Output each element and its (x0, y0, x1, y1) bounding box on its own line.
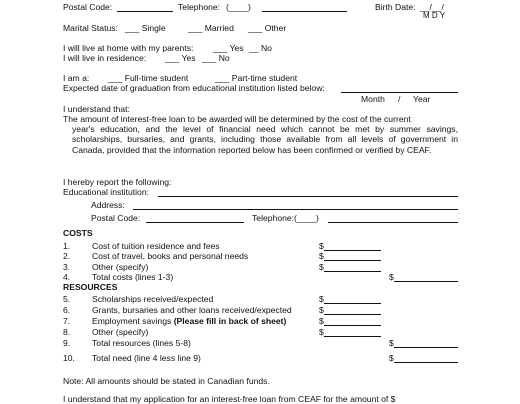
understand-heading: I understand that: (63, 104, 130, 114)
resource-line-label: Grants, bursaries and other loans received/expected (92, 305, 292, 315)
resource-line-label (92, 316, 286, 326)
live-with-parents-yes[interactable]: ___ Yes (213, 43, 244, 53)
dollar-sign: $ (319, 305, 324, 315)
cost-line-number: 1. (63, 241, 71, 251)
resource-line-amount-field[interactable] (324, 303, 381, 304)
live-in-residence-question: I will live in residence: (63, 53, 147, 63)
dollar-sign: $ (389, 338, 394, 348)
understand-first-line: The amount of interest-free loan to be awarded will be determined by the cost of the current (63, 114, 411, 124)
institution-field[interactable] (158, 196, 458, 197)
resource-line-label: Total resources (lines 5-8) (92, 338, 191, 348)
address-field[interactable] (133, 209, 458, 210)
birth-date-label: Birth Date: (375, 2, 416, 12)
resource-line-amount-field[interactable] (324, 314, 381, 315)
dollar-sign: $ (389, 353, 394, 363)
canadian-funds-note: Note: All amounts should be stated in Canadian funds. (63, 376, 270, 386)
cost-line-label: Cost of travel, books and personal needs (92, 251, 249, 261)
resource-line-number: 6. (63, 305, 71, 315)
live-in-residence-yes[interactable]: ___ Yes (165, 53, 196, 63)
costs-heading: COSTS (63, 228, 93, 238)
birth-date-field[interactable]: __/__/ (420, 2, 444, 12)
employment-savings-label: Employment savings (92, 316, 172, 326)
report-heading: I hereby report the following: (63, 177, 172, 187)
graduation-date-field[interactable] (341, 92, 458, 93)
cost-line-label: Other (specify) (92, 262, 149, 272)
cost-line-amount-field[interactable] (324, 250, 381, 251)
student-status-label: I am a: (63, 73, 90, 83)
resource-line-number: 5. (63, 294, 71, 304)
dollar-sign: $ (319, 327, 324, 337)
total-resources-field[interactable] (394, 347, 458, 348)
fill-back-of-sheet-note: (Please fill in back of sheet) (173, 316, 287, 326)
fulltime-student-option[interactable]: ___ Full-time student (108, 73, 189, 83)
address-label: Address: (91, 200, 125, 210)
postal-code-label: Postal Code: (63, 2, 113, 12)
resource-line-number: 9. (63, 338, 71, 348)
dollar-sign: $ (319, 251, 324, 261)
footer-cut-off-text: I understand that my application for an interest-free loan from CEAF for the amount of $ (63, 394, 396, 404)
resource-line-amount-field[interactable] (324, 325, 381, 326)
marital-option-other[interactable]: ___ Other (248, 23, 287, 33)
institution-telephone-field[interactable] (328, 222, 458, 223)
dollar-sign: $ (319, 262, 324, 272)
graduation-month-caption: Month (361, 94, 385, 104)
birth-date-format: M D Y (423, 11, 446, 20)
resources-heading: RESOURCES (63, 282, 118, 292)
graduation-year-caption: Year (413, 94, 431, 104)
total-need-number: 10. (63, 353, 75, 363)
dollar-sign: $ (319, 316, 324, 326)
cost-line-amount-field[interactable] (324, 260, 381, 261)
cost-line-number: 3. (63, 262, 71, 272)
resource-line-amount-field[interactable] (324, 336, 381, 337)
cost-line-label: Total costs (lines 1-3) (92, 272, 174, 282)
dollar-sign: $ (389, 272, 394, 282)
marital-option-married[interactable]: ___ Married (188, 23, 234, 33)
understand-paragraph (63, 114, 458, 155)
resource-line-label: Scholarships received/expected (92, 294, 214, 304)
marital-option-single[interactable]: ___ Single (125, 23, 166, 33)
institution-label: Educational institution: (63, 187, 149, 197)
total-need-label: Total need (line 4 less line 9) (92, 353, 201, 363)
telephone-label: Telephone: (178, 2, 221, 12)
graduation-date-label: Expected date of graduation from educational institution listed below: (63, 83, 325, 93)
total-need-field[interactable] (394, 362, 458, 363)
dollar-sign: $ (319, 241, 324, 251)
institution-postal-code-field[interactable] (146, 222, 244, 223)
cost-line-amount-field[interactable] (324, 271, 381, 272)
parttime-student-option[interactable]: ___ Part-time student (215, 73, 298, 83)
cost-line-label: Cost of tuition residence and fees (92, 241, 220, 251)
dollar-sign: $ (319, 294, 324, 304)
resource-line-number: 7. (63, 316, 71, 326)
telephone-area-code[interactable]: (____) (226, 2, 251, 12)
cost-line-number: 2. (63, 251, 71, 261)
telephone-field[interactable] (262, 11, 347, 12)
institution-postal-code-label: Postal Code: (91, 213, 141, 223)
resource-line-number: 8. (63, 327, 71, 337)
live-with-parents-question: I will live at home with my parents: (63, 43, 194, 53)
live-in-residence-no[interactable]: ___ No (202, 53, 230, 63)
total-costs-field[interactable] (394, 281, 458, 282)
live-with-parents-no[interactable]: __ No (249, 43, 272, 53)
postal-code-field[interactable] (117, 11, 173, 12)
cost-line-number: 4. (63, 272, 71, 282)
marital-status-label: Marital Status: (63, 23, 118, 33)
graduation-slash: / (398, 94, 401, 104)
understand-body: year's education, and the level of financial need which cannot be met by summer savings, scholarships, bursaries, and grants, including those available from all levels of government in Canada, provided that the information reported below has been confirmed or verified by CEAF. (72, 124, 458, 155)
resource-line-label: Other (specify) (92, 327, 149, 337)
institution-telephone-label: Telephone:(____) (252, 213, 319, 223)
